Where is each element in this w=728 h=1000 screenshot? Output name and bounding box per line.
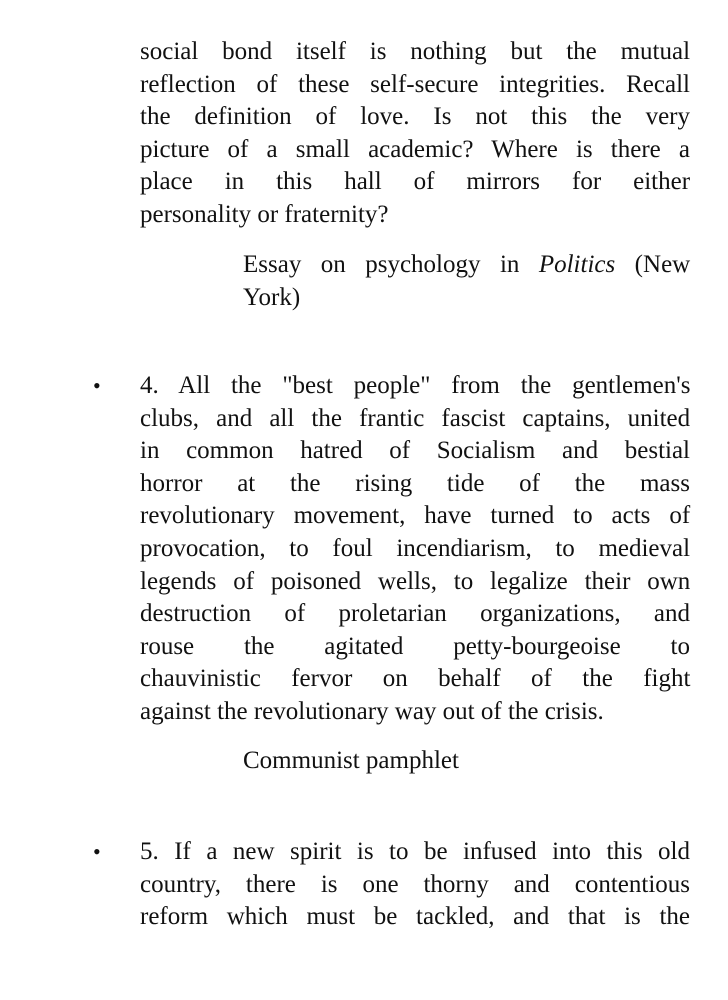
item-4-source: [243, 745, 690, 778]
text-line: 4. All the "best people" from the gentlemen's: [140, 372, 691, 399]
text-line: horror at the rising tide of the mass: [140, 469, 690, 497]
text-line: 5. If a new spirit is to be infused into this old: [140, 838, 690, 865]
source-title-italic: Politics: [538, 251, 616, 278]
text-line: against the revolutionary way out of the crisis.: [140, 697, 604, 725]
text-line: reflection of these self-secure integrities. Recall: [140, 70, 690, 98]
text-line: clubs, and all the frantic fascist captains, united: [140, 404, 691, 432]
text-line: place in this hall of mirrors for either: [140, 168, 691, 196]
item-5-text: [140, 836, 690, 934]
bullet-icon: •: [93, 839, 101, 864]
bullet-icon: •: [93, 373, 101, 398]
text-line: provocation, to foul incendiarism, to medieval: [140, 534, 691, 562]
text-line: revolutionary movement, have turned to acts of: [140, 502, 691, 530]
text-line: in common hatred of Socialism and bestial: [140, 437, 690, 465]
source-text: Essay on psychology in: [243, 251, 539, 278]
text-line: picture of a small academic? Where is there a: [140, 135, 690, 163]
text-line: chauvinistic fervor on behalf of the fight: [140, 665, 691, 693]
text-line: country, there is one thorny and contentious: [140, 870, 690, 898]
source-line: Communist pamphlet: [243, 747, 459, 774]
text-line: destruction of proletarian organizations, and: [140, 600, 690, 628]
item-4-text: [140, 370, 690, 729]
source-line: York): [243, 283, 301, 311]
passage-3-source: [243, 249, 690, 314]
text-line: reform which must be tackled, and that is the: [140, 903, 690, 931]
text-line: the definition of love. Is not this the very: [140, 103, 690, 131]
text-line: legends of poisoned wells, to legalize their own: [140, 567, 691, 595]
passage-3-text: [140, 36, 690, 232]
text-line: social bond itself is nothing but the mutual: [140, 38, 691, 65]
source-text: (New: [615, 251, 691, 278]
text-line: rouse the agitated petty-bourgeoise to: [140, 632, 690, 660]
source-line: [243, 249, 690, 282]
text-line: personality or fraternity?: [140, 200, 389, 228]
